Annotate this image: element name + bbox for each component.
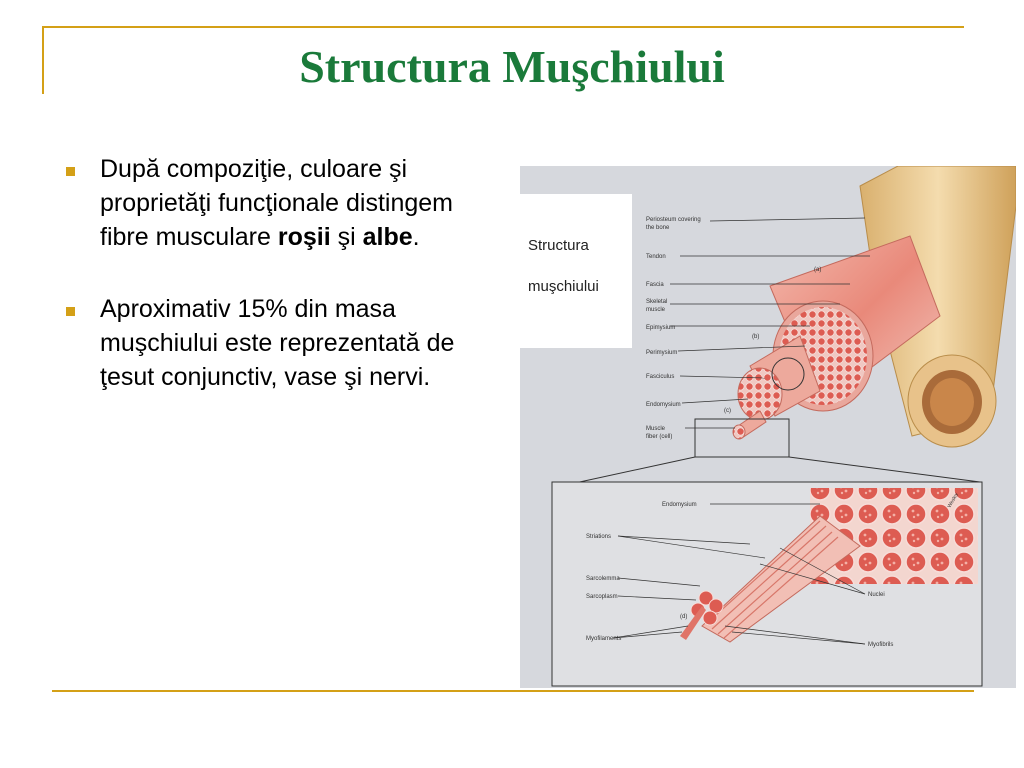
bullet-square-icon bbox=[66, 307, 75, 316]
label-endomysium-2: Endomysium bbox=[662, 502, 697, 508]
label-a: (a) bbox=[814, 267, 822, 273]
artist-signature: Wesley bbox=[946, 491, 960, 509]
bullet-1-mid: şi bbox=[330, 223, 363, 251]
label-perimysium: Perimysium bbox=[646, 350, 678, 356]
label-muscle-fiber: Muscle bbox=[646, 426, 666, 432]
top-rule bbox=[42, 26, 964, 28]
slide-title: Structura Muşchiului bbox=[299, 41, 725, 92]
label-c: (c) bbox=[724, 408, 731, 414]
figure-caption-line-1: Structura bbox=[528, 237, 589, 254]
label-nuclei: Nuclei bbox=[868, 592, 885, 598]
bullet-item-2 bbox=[62, 292, 502, 394]
bold-rosii: roşii bbox=[277, 223, 331, 251]
label-myofibrils: Myofibrils bbox=[868, 642, 894, 648]
bullet-square-icon bbox=[66, 167, 75, 176]
bullet-list bbox=[62, 152, 502, 432]
label-skeletal-2: muscle bbox=[646, 307, 666, 313]
label-b: (b) bbox=[752, 334, 760, 340]
figure-caption-line-2: muşchiului bbox=[528, 278, 599, 295]
label-epimysium: Epimysium bbox=[646, 325, 676, 331]
label-muscle-fiber-2: fiber (cell) bbox=[646, 434, 673, 440]
label-sarcoplasm: Sarcoplasm bbox=[586, 594, 618, 600]
bottom-rule bbox=[52, 690, 974, 692]
label-sarcolemma: Sarcolemma bbox=[586, 576, 620, 582]
label-myofilaments: Myofilaments bbox=[586, 636, 622, 642]
label-periosteum-2: the bone bbox=[646, 225, 670, 231]
bullet-1-end: . bbox=[412, 223, 420, 251]
label-periosteum: Periosteum covering bbox=[646, 217, 701, 223]
bullet-1-text: După compoziţie, culoare şi proprietăţi funcţionale distingem fibre musculare bbox=[100, 155, 453, 251]
label-striations: Striations bbox=[586, 534, 612, 540]
bullet-item-1 bbox=[62, 152, 502, 254]
label-skeletal: Skeletal bbox=[646, 299, 668, 305]
label-fascia: Fascia bbox=[646, 282, 664, 288]
label-endomysium: Endomysium bbox=[646, 402, 681, 408]
label-tendon: Tendon bbox=[646, 254, 666, 260]
bold-albe: albe bbox=[362, 223, 413, 251]
label-d: (d) bbox=[680, 614, 688, 620]
bullet-2-text: Aproximativ 15% din masa muşchiului este reprezentată de ţesut conjunctiv, vase şi nervi. bbox=[100, 295, 455, 391]
muscle-structure-figure bbox=[520, 166, 1016, 688]
label-fasciculus: Fasciculus bbox=[646, 374, 675, 380]
